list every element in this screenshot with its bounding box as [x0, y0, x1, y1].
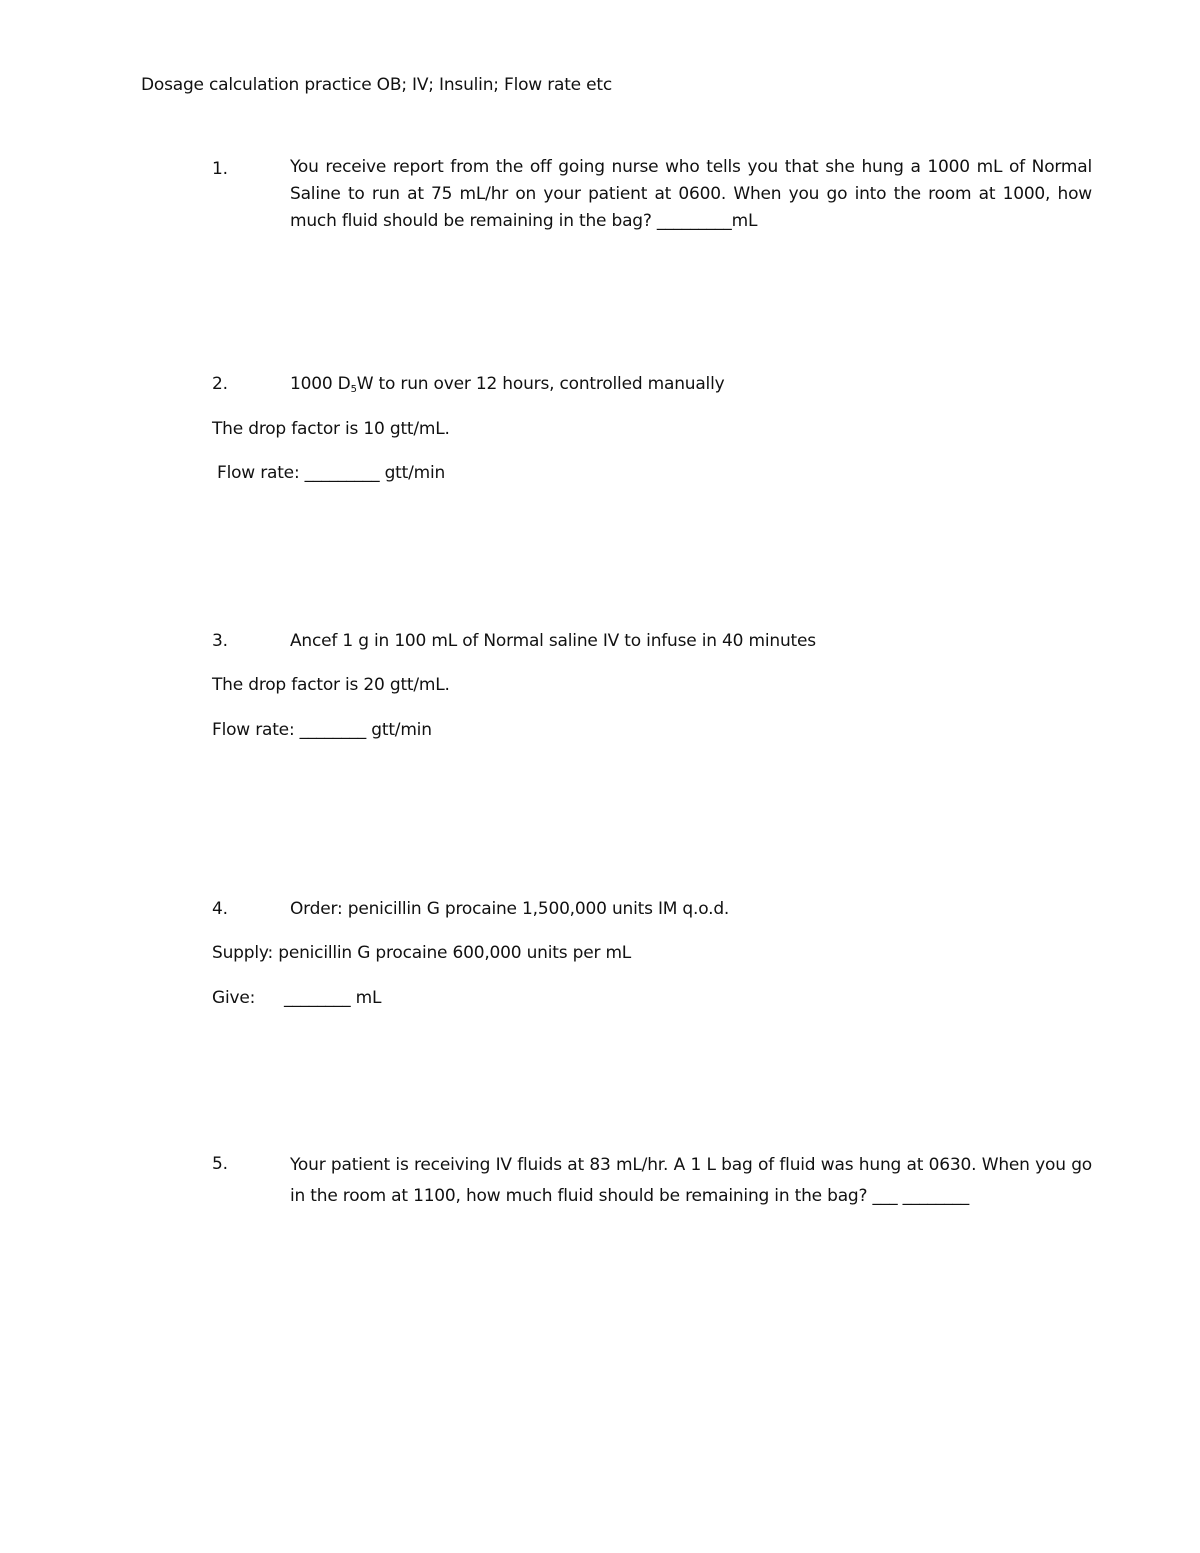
question-4-give-label: Give: [212, 988, 256, 1008]
question-2-number: 2. [212, 374, 228, 394]
question-3-answer-line: Flow rate: ________ gtt/min [212, 720, 432, 740]
question-2-answer-line: Flow rate: _________ gtt/min [217, 463, 446, 483]
question-1-text: You receive report from the off going nurse who tells you that she hung a 1000 mL of Normal Saline to run at 75 mL/hr on your patient at 0600. When you go into the room at 1000, how much fluid should be remaining in the bag? _________mL [290, 157, 1092, 231]
question-3-number: 3. [212, 631, 228, 651]
question-4-text: Order: penicillin G procaine 1,500,000 units IM q.o.d. [290, 899, 730, 919]
question-4-number: 4. [212, 899, 228, 919]
question-2-text-after: W to run over 12 hours, controlled manually [356, 374, 725, 394]
question-5-text: Your patient is receiving IV fluids at 83 mL/hr. A 1 L bag of fluid was hung at 0630. When you go in the room at 1100, how much fluid should be remaining in the bag? ___ ________ [290, 1155, 1092, 1206]
question-1-number: 1. [212, 159, 228, 179]
question-4-answer-line: ________ mL [284, 988, 382, 1008]
question-2-subscript: 5 [350, 384, 357, 395]
question-2-text [290, 373, 724, 395]
question-2-text-before: 1000 D [290, 374, 351, 394]
question-3-drop-factor: The drop factor is 20 gtt/mL. [212, 675, 450, 695]
question-5-number: 5. [212, 1154, 228, 1174]
document-title: Dosage calculation practice OB; IV; Insulin; Flow rate etc [141, 75, 613, 95]
question-4-supply: Supply: penicillin G procaine 600,000 units per mL [212, 943, 632, 963]
question-3-text: Ancef 1 g in 100 mL of Normal saline IV to infuse in 40 minutes [290, 631, 816, 651]
question-2-drop-factor: The drop factor is 10 gtt/mL. [212, 419, 450, 439]
